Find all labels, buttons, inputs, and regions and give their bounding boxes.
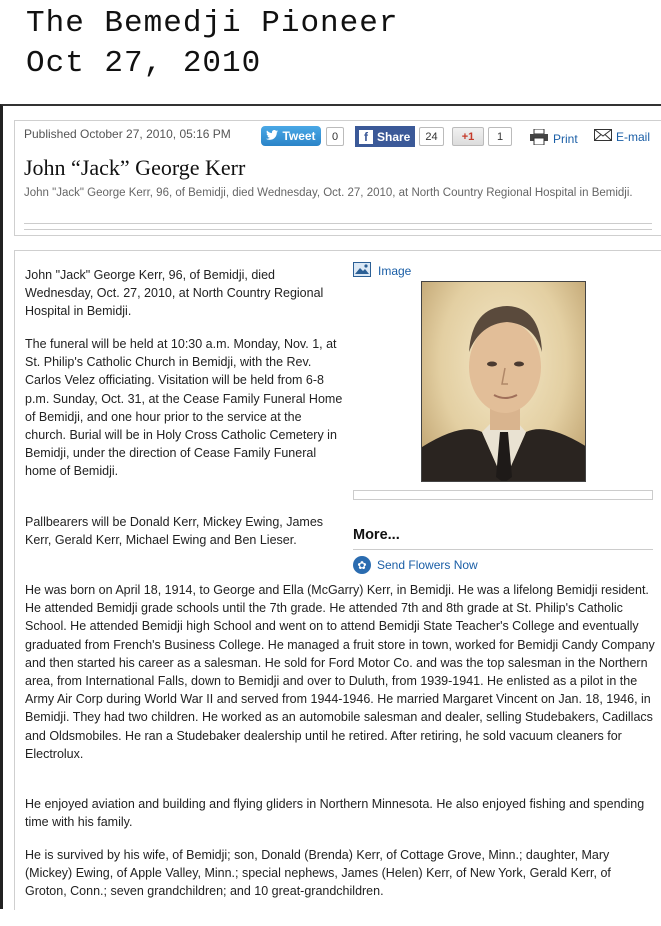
more-heading: More...: [353, 527, 400, 543]
email-label: E-mail: [616, 129, 651, 144]
more-divider: [353, 549, 653, 550]
facebook-f-icon: f: [359, 130, 373, 144]
print-link[interactable]: [530, 129, 578, 148]
masthead: [26, 4, 398, 84]
article-paragraph-2: The funeral will be held at 10:30 a.m. Monday, Nov. 1, at St. Philip's Catholic Church in Bemidji, with the Rev. Carlos Velez officiating. Visitation will be held from 6-8 p.m. Sunday, Oct. 31, at the Cease Family Funeral Home of Bemidji, and one hour prior to the service at the church. Burial will be in Holy Cross Catholic Cemetery in Bemidji, under the direction of Cease Family Funeral home of Bemidji.: [25, 337, 343, 479]
article-paragraph-4: He was born on April 18, 1914, to George and Ella (McGarry) Kerr, in Bemidji. He was a lifelong Bemidji resident. He attended Bemidji grade schools until the 7th grade. He attended 7th and 8th grade at St. Philip's Catholic School. He attended Bemidji high School and went on to attend Bemidji State Teacher's College and eventually graduated from French's Business College. He managed a fruit store in town, worked for Bemidji Candy Company and then started his career as a salesman. He sold for Ford Motor Co. and was the top salesman in the Northern area, from International Falls, down to Bemidji and over to Duluth, from 1939-1941. He enlisted as a pilot in the Army Air Corp during World War II and served from 1944-1946. He married Margaret Vincent on Jan. 18, 1946, in Bemidji. They had two children. He worked as an automobile salesman and dealer, selling Studebakers, Cadillacs and Oldsmobiles. He ran a Studebaker dealership until he retired. After retiring, he sold vacuum cleaners for Electrolux.: [25, 583, 655, 761]
header-divider-lower: [24, 229, 652, 230]
email-link[interactable]: [594, 129, 650, 144]
tweet-button[interactable]: [261, 126, 321, 146]
send-flowers-link[interactable]: [353, 556, 478, 574]
article-paragraph-5: He enjoyed aviation and building and flying gliders in Northern Minnesota. He also enjoyed fishing and spending time with his family.: [25, 797, 645, 830]
header-divider: [24, 223, 652, 224]
masthead-publication: The Bemedji Pioneer: [26, 6, 399, 41]
envelope-icon: [594, 129, 612, 144]
article-title: John “Jack” George Kerr: [24, 155, 246, 180]
image-link[interactable]: [353, 262, 411, 280]
gplus-label: +1: [461, 130, 475, 143]
gplus-count: 1: [488, 127, 512, 146]
image-label: Image: [378, 264, 412, 278]
printer-icon: [530, 129, 548, 148]
published-date: Published October 27, 2010, 05:16 PM: [24, 127, 231, 141]
tweet-count: 0: [326, 127, 344, 146]
article-paragraph-1: John "Jack" George Kerr, 96, of Bemidji, died Wednesday, Oct. 27, 2010, at North Country Regional Hospital in Bemidji.: [25, 268, 324, 319]
flower-globe-icon: ✿: [353, 556, 371, 574]
tweet-label: Tweet: [282, 129, 316, 143]
picture-icon: [353, 262, 371, 280]
photo-caption-box: [353, 490, 653, 500]
send-flowers-label: Send Flowers Now: [377, 558, 478, 572]
article-summary: John "Jack" George Kerr, 96, of Bemidji, died Wednesday, Oct. 27, 2010, at North Country Regional Hospital in Bemidji.: [24, 187, 633, 199]
share-count: 24: [419, 127, 444, 146]
twitter-bird-icon: [266, 129, 278, 143]
article-paragraph-6: He is survived by his wife, of Bemidji; son, Donald (Brenda) Kerr, of Cottage Grove, Minn.; daughter, Mary (Mickey) Ewing, of Apple Valley, Minn.; special nephews, James (Helen) Kerr, of New York, Gerald Kerr, of Groton, Conn.; seven grandchildren; and 10 great-grandchildren.: [25, 848, 611, 899]
article-paragraph-3: Pallbearers will be Donald Kerr, Mickey Ewing, James Kerr, Gerald Kerr, Michael Ewing and Ben Lieser.: [25, 515, 324, 548]
google-plus-button[interactable]: [452, 127, 484, 146]
masthead-date: Oct 27, 2010: [26, 46, 262, 81]
print-label: Print: [553, 131, 578, 146]
facebook-share-button[interactable]: [355, 126, 415, 147]
portrait-photo[interactable]: [421, 281, 586, 482]
share-label: Share: [377, 129, 411, 144]
